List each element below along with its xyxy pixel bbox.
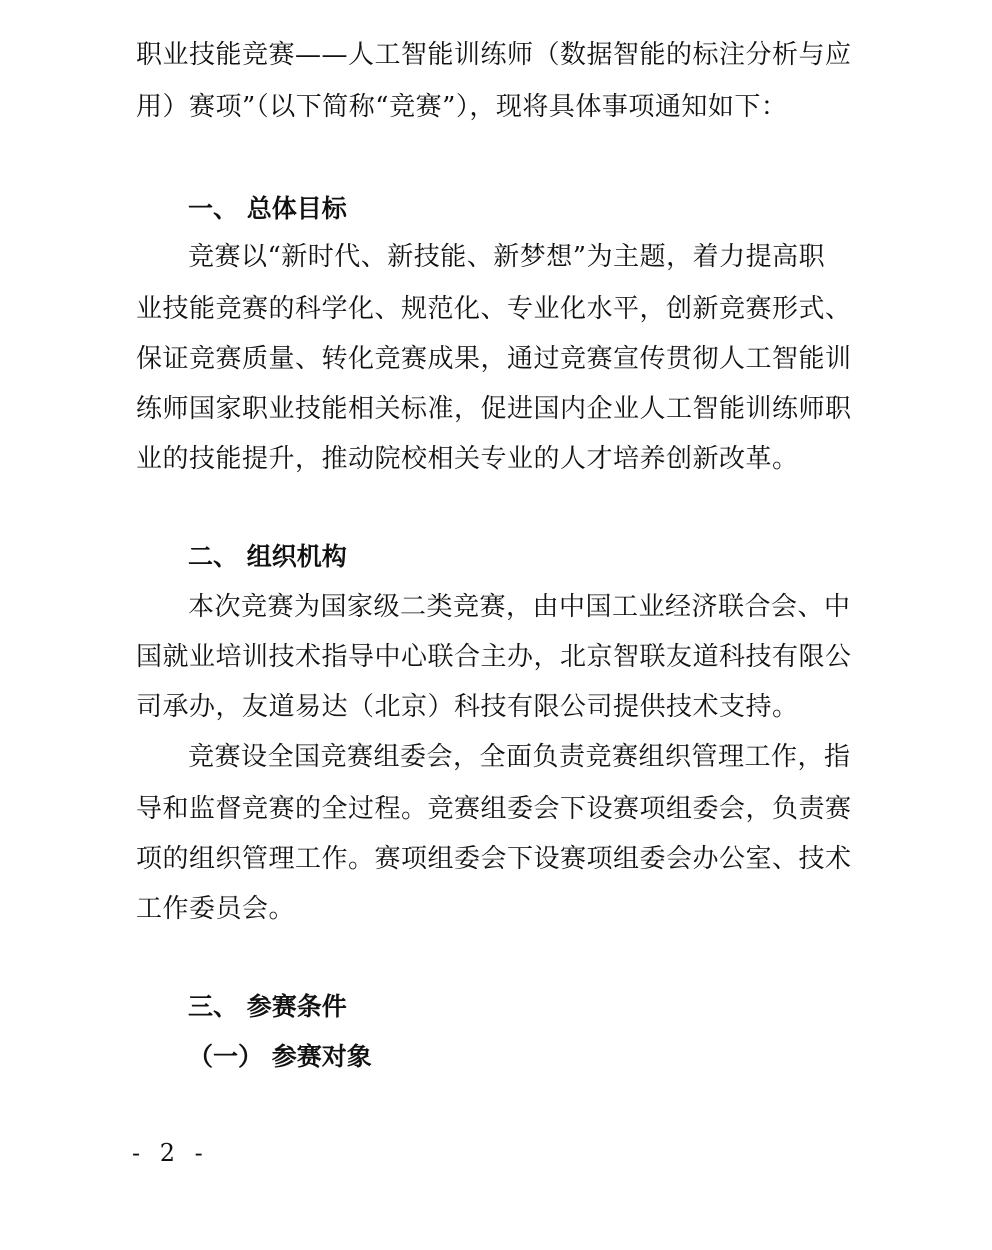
section-heading-goals: 一、 总体目标: [188, 194, 347, 223]
paragraph-line: 司承办，友道易达（北京）科技有限公司提供技术支持。: [136, 692, 799, 722]
paragraph-line: 练师国家职业技能相关标准，促进国内企业人工智能训练师职: [136, 394, 852, 424]
paragraph-line: 竞赛设全国竞赛组委会，全面负责竞赛组织管理工作，指: [188, 742, 851, 772]
paragraph-line: 业的技能提升，推动院校相关专业的人才培养创新改革。: [136, 444, 799, 474]
subsection-heading-participants: （一） 参赛对象: [188, 1042, 372, 1071]
paragraph-line: 项的组织管理工作。赛项组委会下设赛项组委会办公室、技术: [136, 844, 852, 874]
paragraph-line: 保证竞赛质量、转化竞赛成果，通过竞赛宣传贯彻人工智能训: [136, 344, 852, 374]
section-heading-organization: 二、 组织机构: [188, 542, 347, 571]
paragraph-line: 竞赛以“新时代、新技能、新梦想”为主题，着力提高职: [188, 242, 826, 272]
paragraph-line: 工作委员会。: [136, 894, 296, 924]
paragraph-line: 本次竞赛为国家级二类竞赛，由中国工业经济联合会、中: [188, 592, 851, 622]
section-heading-conditions: 三、 参赛条件: [188, 992, 347, 1021]
paragraph-line: 业技能竞赛的科学化、规范化、专业化水平，创新竞赛形式、: [136, 294, 852, 324]
paragraph-line: 导和监督竞赛的全过程。竞赛组委会下设赛项组委会，负责赛: [136, 794, 852, 824]
intro-line-1: 职业技能竞赛——人工智能训练师（数据智能的标注分析与应: [136, 40, 852, 70]
intro-line-2: 用）赛项”（以下简称“竞赛”），现将具体事项通知如下：: [136, 92, 788, 122]
paragraph-line: 国就业培训技术指导中心联合主办，北京智联友道科技有限公: [136, 642, 852, 672]
page-number: - 2 -: [132, 1139, 209, 1167]
